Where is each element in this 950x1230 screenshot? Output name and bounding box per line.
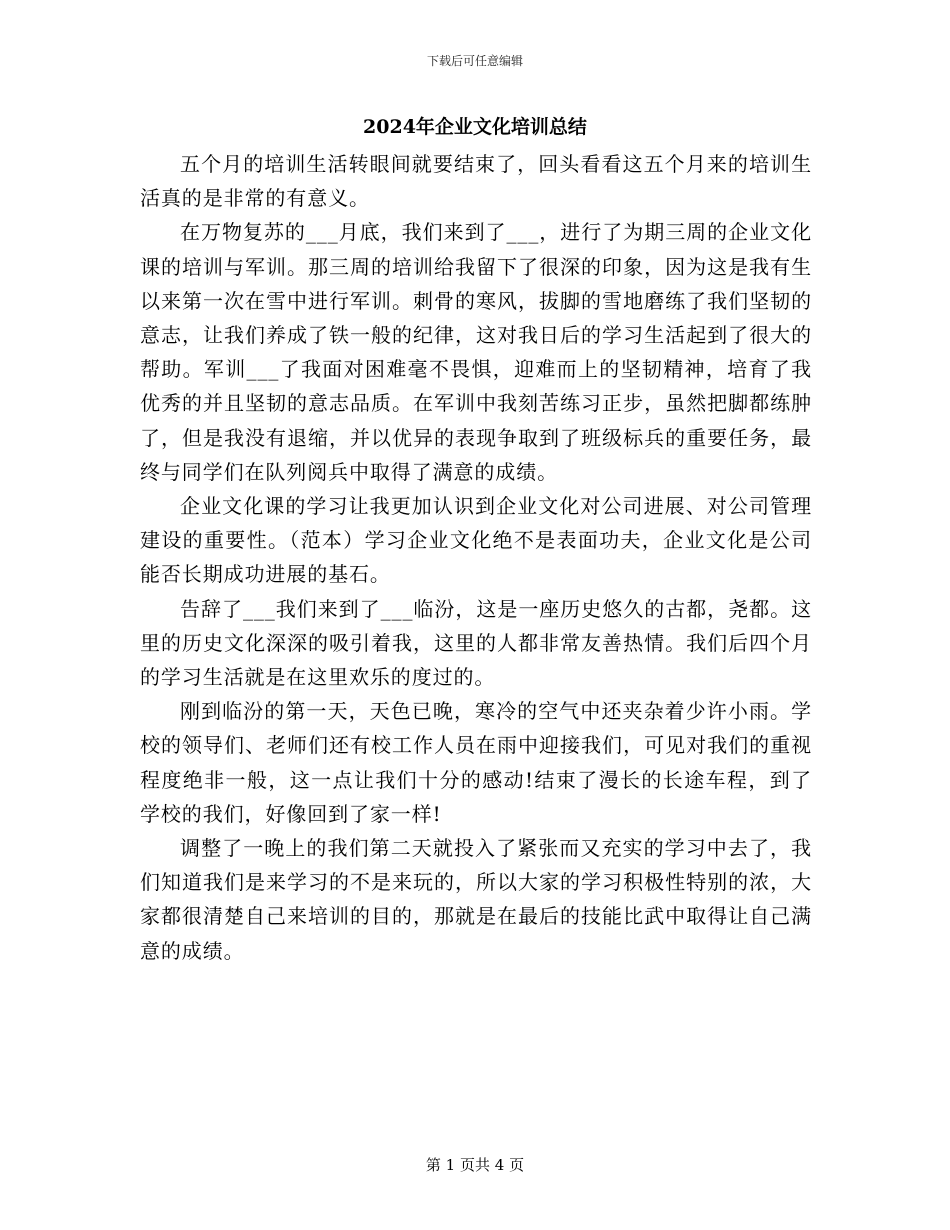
page-number-footer: 第 1 页共 4 页 — [425, 1156, 525, 1174]
page-header: 下载后可任意编辑 — [426, 54, 523, 68]
paragraph-2: 在万物复苏的___月底，我们来到了___，进行了为期三周的企业文化课的培训与军训。那三周的培训给我留下了很深的印象，因为这是我有生以来第一次在雪中进行军训。刺骨的寒风，拔脚的雪地磨练了我们坚韧的意志，让我们养成了铁一般的纪律，这对我日后的学习生活起到了很大的帮助。军训___了我面对困难毫不畏惧，迎难而上的坚韧精神，培育了我优秀的并且坚韧的意志品质。在军训中我刻苦练习正步，虽然把脚都练肿了，但是我没有退缩，并以优异的表现争取到了班级标兵的重要任务，最终与同学们在队列阅兵中取得了满意的成绩。 — [140, 220, 812, 484]
paragraph-4: 告辞了___我们来到了___临汾，这是一座历史悠久的古都，尧都。这里的历史文化深深的吸引着我，这里的人都非常友善热情。我们后四个月的学习生活就是在这里欢乐的度过的。 — [140, 596, 812, 690]
document-body — [140, 147, 812, 968]
paragraph-3: 企业文化课的学习让我更加认识到企业文化对公司进展、对公司管理建设的重要性。（范本）学习企业文化绝不是表面功夫，企业文化是公司能否长期成功进展的基石。 — [140, 494, 812, 587]
paragraph-6: 调整了一晚上的我们第二天就投入了紧张而又充实的学习中去了，我们知道我们是来学习的不是来玩的，所以大家的学习积极性特别的浓，大家都很清楚自己来培训的目的，那就是在最后的技能比武中取得让自己满意的成绩。 — [140, 836, 812, 963]
paragraph-1: 五个月的培训生活转眼间就要结束了，回头看看这五个月来的培训生活真的是非常的有意义。 — [140, 152, 812, 211]
paragraph-5: 刚到临汾的第一天，天色已晚，寒冷的空气中还夹杂着少许小雨。学校的领导们、老师们还有校工作人员在雨中迎接我们，可见对我们的重视程度绝非一般，这一点让我们十分的感动!结束了漫长的长途车程，到了学校的我们，好像回到了家一样! — [140, 699, 812, 826]
document-title: 2024年企业文化培训总结 — [363, 116, 587, 138]
